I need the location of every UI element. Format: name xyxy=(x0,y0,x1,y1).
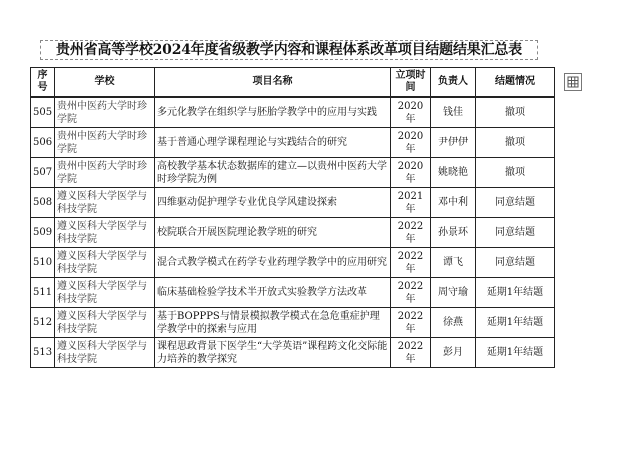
cell-year: 2020年 xyxy=(391,97,431,128)
cell-project-name: 课程思政背景下医学生“大学英语”课程跨文化交际能力培养的教学探究 xyxy=(155,338,391,368)
document-title: 贵州省高等学校2024年度省级教学内容和课程体系改革项目结题结果汇总表 xyxy=(40,40,538,60)
cell-school: 贵州中医药大学时珍学院 xyxy=(55,128,155,158)
cell-year: 2020年 xyxy=(391,128,431,158)
cell-status: 同意结题 xyxy=(476,248,555,278)
cell-status: 同意结题 xyxy=(476,218,555,248)
cell-leader: 徐燕 xyxy=(431,308,476,338)
table-row xyxy=(31,308,555,338)
cell-year: 2022年 xyxy=(391,278,431,308)
cell-school: 遵义医科大学医学与科技学院 xyxy=(55,308,155,338)
table-export-button[interactable] xyxy=(564,73,582,91)
cell-school: 贵州中医药大学时珍学院 xyxy=(55,158,155,188)
table-export-icon xyxy=(567,73,579,92)
cell-leader: 周守瑜 xyxy=(431,278,476,308)
result-table xyxy=(30,67,555,368)
header-leader: 负责人 xyxy=(431,68,476,98)
cell-status: 延期1年结题 xyxy=(476,308,555,338)
cell-project-name: 基于BOPPPS与情景模拟教学模式在急危重症护理学教学中的探索与应用 xyxy=(155,308,391,338)
cell-no: 513 xyxy=(31,338,55,368)
cell-school: 遵义医科大学医学与科技学院 xyxy=(55,278,155,308)
cell-status: 撤项 xyxy=(476,128,555,158)
cell-leader: 尹伊伊 xyxy=(431,128,476,158)
cell-no: 509 xyxy=(31,218,55,248)
cell-school: 遵义医科大学医学与科技学院 xyxy=(55,218,155,248)
cell-year: 2022年 xyxy=(391,248,431,278)
cell-no: 510 xyxy=(31,248,55,278)
cell-leader: 谭飞 xyxy=(431,248,476,278)
cell-project-name: 多元化教学在组织学与胚胎学教学中的应用与实践 xyxy=(155,97,391,128)
cell-status: 同意结题 xyxy=(476,188,555,218)
cell-year: 2022年 xyxy=(391,338,431,368)
cell-year: 2022年 xyxy=(391,308,431,338)
header-year: 立项时间 xyxy=(391,68,431,98)
header-school: 学校 xyxy=(55,68,155,98)
cell-no: 508 xyxy=(31,188,55,218)
table-row xyxy=(31,278,555,308)
header-status: 结题情况 xyxy=(476,68,555,98)
cell-status: 撤项 xyxy=(476,97,555,128)
cell-leader: 邓中利 xyxy=(431,188,476,218)
cell-project-name: 校院联合开展医院理论教学班的研究 xyxy=(155,218,391,248)
cell-year: 2022年 xyxy=(391,218,431,248)
table-row xyxy=(31,97,555,128)
table-row xyxy=(31,188,555,218)
cell-leader: 孙景环 xyxy=(431,218,476,248)
header-no: 序号 xyxy=(31,68,55,98)
table-row xyxy=(31,338,555,368)
cell-no: 511 xyxy=(31,278,55,308)
cell-project-name: 高校教学基本状态数据库的建立—以贵州中医药大学时珍学院为例 xyxy=(155,158,391,188)
table-row xyxy=(31,248,555,278)
header-project-name: 项目名称 xyxy=(155,68,391,98)
cell-no: 507 xyxy=(31,158,55,188)
cell-project-name: 混合式教学模式在药学专业药理学教学中的应用研究 xyxy=(155,248,391,278)
cell-no: 505 xyxy=(31,97,55,128)
cell-status: 延期1年结题 xyxy=(476,278,555,308)
table-row xyxy=(31,218,555,248)
cell-year: 2020年 xyxy=(391,158,431,188)
cell-project-name: 临床基础检验学技术半开放式实验教学方法改革 xyxy=(155,278,391,308)
table-header-row xyxy=(31,68,555,98)
cell-leader: 姚晓艳 xyxy=(431,158,476,188)
cell-status: 延期1年结题 xyxy=(476,338,555,368)
cell-school: 遵义医科大学医学与科技学院 xyxy=(55,338,155,368)
cell-no: 512 xyxy=(31,308,55,338)
cell-project-name: 四维驱动促护理学专业优良学风建设探索 xyxy=(155,188,391,218)
cell-project-name: 基于普通心理学课程理论与实践结合的研究 xyxy=(155,128,391,158)
cell-no: 506 xyxy=(31,128,55,158)
cell-school: 遵义医科大学医学与科技学院 xyxy=(55,248,155,278)
cell-school: 贵州中医药大学时珍学院 xyxy=(55,97,155,128)
table-row xyxy=(31,128,555,158)
cell-status: 撤项 xyxy=(476,158,555,188)
cell-year: 2021年 xyxy=(391,188,431,218)
table-row xyxy=(31,158,555,188)
cell-leader: 钱佳 xyxy=(431,97,476,128)
cell-leader: 彭月 xyxy=(431,338,476,368)
cell-school: 遵义医科大学医学与科技学院 xyxy=(55,188,155,218)
